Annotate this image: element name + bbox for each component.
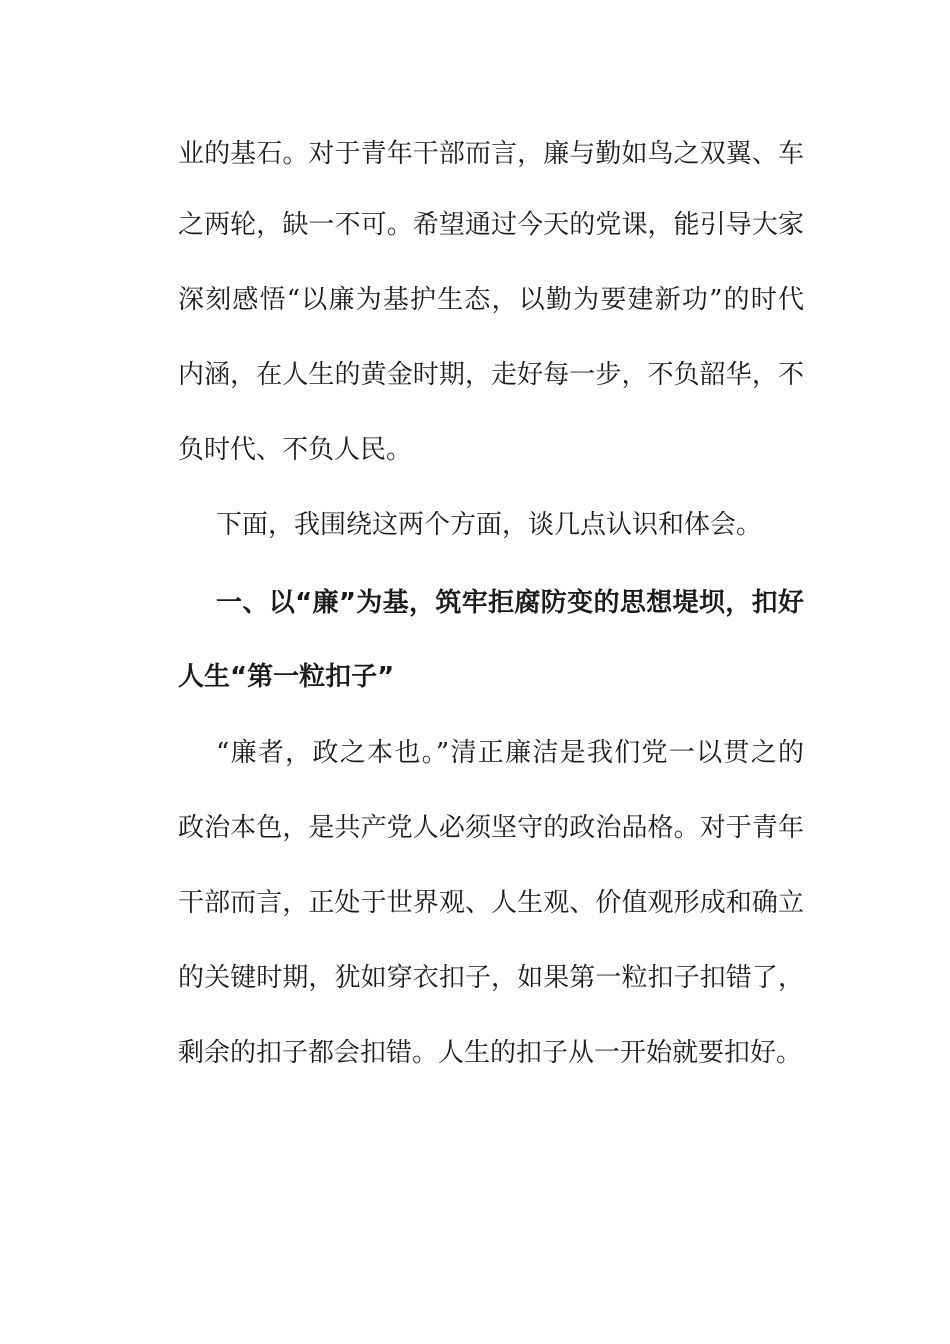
paragraph-1-line-5: 负时代、不负人民。 bbox=[178, 435, 413, 465]
paragraph-1-line-4: 内涵，在人生的黄金时期，走好每一步，不负韶华，不 bbox=[178, 360, 804, 390]
paragraph-1-line-1: 业的基石。对于青年干部而言，廉与勤如鸟之双翼、车 bbox=[178, 139, 804, 169]
paragraph-3-line-4: 的关键时期，犹如穿衣扣子，如果第一粒扣子扣错了， bbox=[178, 963, 804, 993]
paragraph-1-line-2: 之两轮，缺一不可。希望通过今天的党课，能引导大家 bbox=[178, 210, 804, 240]
paragraph-3-line-2: 政治本色，是共产党人必须坚守的政治品格。对于青年 bbox=[178, 813, 804, 843]
paragraph-1-line-3: 深刻感悟“以廉为基护生态，以勤为要建新功”的时代 bbox=[178, 285, 804, 315]
paragraph-3-line-3: 干部而言，正处于世界观、人生观、价值观形成和确立 bbox=[178, 888, 804, 918]
heading-1-line-1: 一、以“廉”为基，筑牢拒腐防变的思想堤坝，扣好 bbox=[216, 588, 804, 618]
paragraph-3-line-5: 剩余的扣子都会扣错。人生的扣子从一开始就要扣好。 bbox=[178, 1038, 803, 1068]
heading-1-line-2: 人生“第一粒扣子” bbox=[178, 662, 395, 692]
paragraph-3-line-1: “廉者，政之本也。”清正廉洁是我们党一以贯之的 bbox=[216, 738, 804, 768]
paragraph-2-line-1: 下面，我围绕这两个方面，谈几点认识和体会。 bbox=[216, 510, 763, 540]
